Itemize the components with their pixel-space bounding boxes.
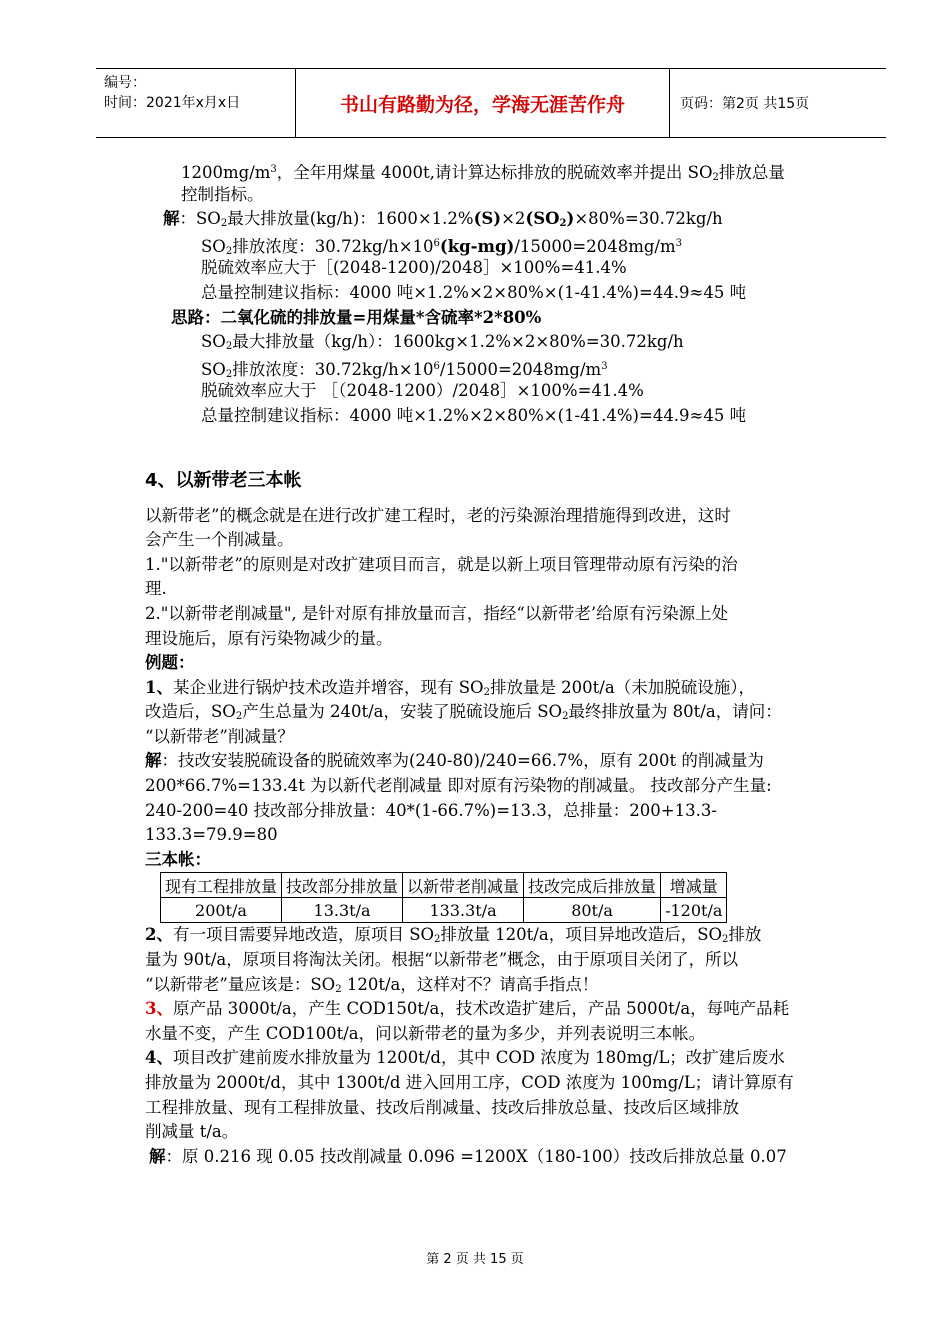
paragraph-line: 2."以新带老削减量", 是针对原有排放量而言，指经“以新带老’给原有污染源上处 (145, 603, 729, 623)
paragraph-line: 1."以新带老”的原则是对改扩建项目而言，就是以新上项目管理带动原有污染的治 (145, 554, 738, 574)
table-cell: 13.3t/a (282, 898, 403, 923)
idea-step: 脱硫效率应大于 ［（2048-1200）/2048］×100%=41.4% (201, 381, 644, 401)
section-heading: 4、以新带老三本帐 (145, 469, 302, 491)
paragraph-line: 会产生一个削减量。 (145, 530, 294, 550)
question-line: 排放量为 2000t/d，其中 1300t/d 进入回用工序，COD 浓度为 100mg/L；请计算原有 (145, 1073, 794, 1092)
table-cell: 133.3t/a (403, 898, 524, 923)
idea-line: 思路：二氧化硫的排放量=用煤量*含硫率*2*80% (171, 307, 542, 327)
idea-step: 总量控制建议指标：4000 吨×1.2%×2×80%×(1-41.4%)=44.9≈45 吨 (201, 405, 747, 425)
question-line: 工程排放量、现有工程排放量、技改后削减量、技改后排放总量、技改后区域排放 (145, 1097, 739, 1117)
table-cell: 80t/a (524, 898, 661, 923)
ledger-label: 三本帐： (145, 849, 211, 869)
table-header-cell: 现有工程排放量 (161, 873, 282, 898)
table-cell: 200t/a (161, 898, 282, 923)
paragraph-line: 理. (145, 579, 167, 599)
page-footer: 第 2 页 共 15 页 (426, 1252, 524, 1267)
header-meta (96, 69, 296, 137)
paragraph-line: 以新带老”的概念就是在进行改扩建工程时，老的污染源治理措施得到改进，这时 (145, 505, 731, 525)
table-header-cell: 以新带老削减量 (403, 873, 524, 898)
question-line: 1、某企业进行锅炉技术改造并增容，现有 $SO_2$排放量是 200t/a（未加脱硫设施）， (145, 677, 755, 698)
question-line: 削减量 t/a。 (145, 1122, 239, 1142)
page-header (96, 68, 886, 138)
answer-line: 解：原 0.216 现 0.05 技改削减量 0.096 =1200X（180-100）技改后排放总量 0.07 (149, 1146, 787, 1166)
question-line: 3、原产品 3000t/a，产生 COD150t/a，技术改造扩建后，产品 5000t/a，每吨产品耗 (145, 999, 790, 1019)
ledger-table (160, 872, 727, 923)
table-header-cell: 技改部分排放量 (282, 873, 403, 898)
header-time: 时间：2021年x月x日 (104, 95, 241, 111)
question-line: “以新带老”量应该是：$SO_2$ 120t/a，这样对不？请高手指点！ (145, 974, 599, 995)
header-motto: 书山有路勤为径，学海无涯苦作舟 (296, 69, 670, 137)
answer-line: 133.3=79.9=80 (145, 825, 278, 845)
table-header-row (161, 873, 727, 898)
solution-line: 脱硫效率应大于［(2048-1200)/2048］×100%=41.4% (201, 258, 627, 278)
solution-line: 解：$SO_2$最大排放量(kg/h)：$1600\times 1.2\%(S)\times 2(SO_2)\times 80\%=30.72kg/h$ (163, 209, 723, 230)
answer-line: 240-200=40 技改部分排放量：40*(1-66.7%)=13.3，总排量：200+13.3- (145, 800, 717, 820)
solution-line: 总量控制建议指标：4000 吨×1.2%×2×80%×(1-41.4%)=44.9≈45 吨 (201, 282, 747, 302)
document-body (145, 158, 845, 1169)
answer-line: 解：技改安装脱硫设备的脱硫效率为(240-80)/240=66.7%，原有 200t 的削减量为 (145, 751, 764, 771)
table-row (161, 898, 727, 923)
solution-line: $SO_2$排放浓度：$30.72kg/h\times 10^6(kg-mg)/15000=2048mg/m^3$ (201, 236, 682, 257)
text-line: $1200mg/m^3$，全年用煤量 4000t,请计算达标排放的脱硫效率并提出 $SO_2$排放总量 (181, 163, 785, 183)
text-line: 控制指标。 (181, 184, 264, 204)
question-line: 改造后，$SO_2$产生总量为 240t/a，安装了脱硫设施后 $SO_2$最终排放量为 80t/a，请问： (145, 702, 782, 723)
header-number: 编号： (104, 75, 146, 91)
table-cell: -120t/a (661, 898, 727, 923)
question-line: 水量不变，产生 COD100t/a，问以新带老的量为多少，并列表说明三本帐。 (145, 1023, 706, 1043)
table-header-cell: 增减量 (661, 873, 727, 898)
table-header-cell: 技改完成后排放量 (524, 873, 661, 898)
example-label: 例题： (145, 653, 195, 673)
idea-step: $SO_2$最大排放量（kg/h）：1600kg×1.2%×2×80%=30.72kg/h (201, 332, 684, 353)
paragraph-line: 理设施后，原有污染物减少的量。 (145, 628, 393, 648)
question-line: 4、项目改扩建前废水排放量为 1200t/d，其中 COD 浓度为 180mg/L；改扩建后废水 (145, 1048, 785, 1068)
idea-step: $SO_2$排放浓度：$30.72kg/h\times 10^6/15000=2048mg/m^3$ (201, 359, 608, 380)
header-page: 页码：第2页 共15页 (680, 96, 810, 112)
question-line: “以新带老”削减量？ (145, 726, 294, 746)
question-line: 2、有一项目需要异地改造，原项目 $SO_2$排放量 120t/a，项目异地改造后，$SO_2$排放 (145, 925, 762, 946)
question-line: 量为 90t/a，原项目将淘汰关闭。根据“以新带老”概念，由于原项目关闭了，所以 (145, 950, 739, 970)
answer-line: 200*66.7%=133.4t 为以新代老削减量 即对原有污染物的削减量。 技改部分产生量: (145, 776, 772, 796)
